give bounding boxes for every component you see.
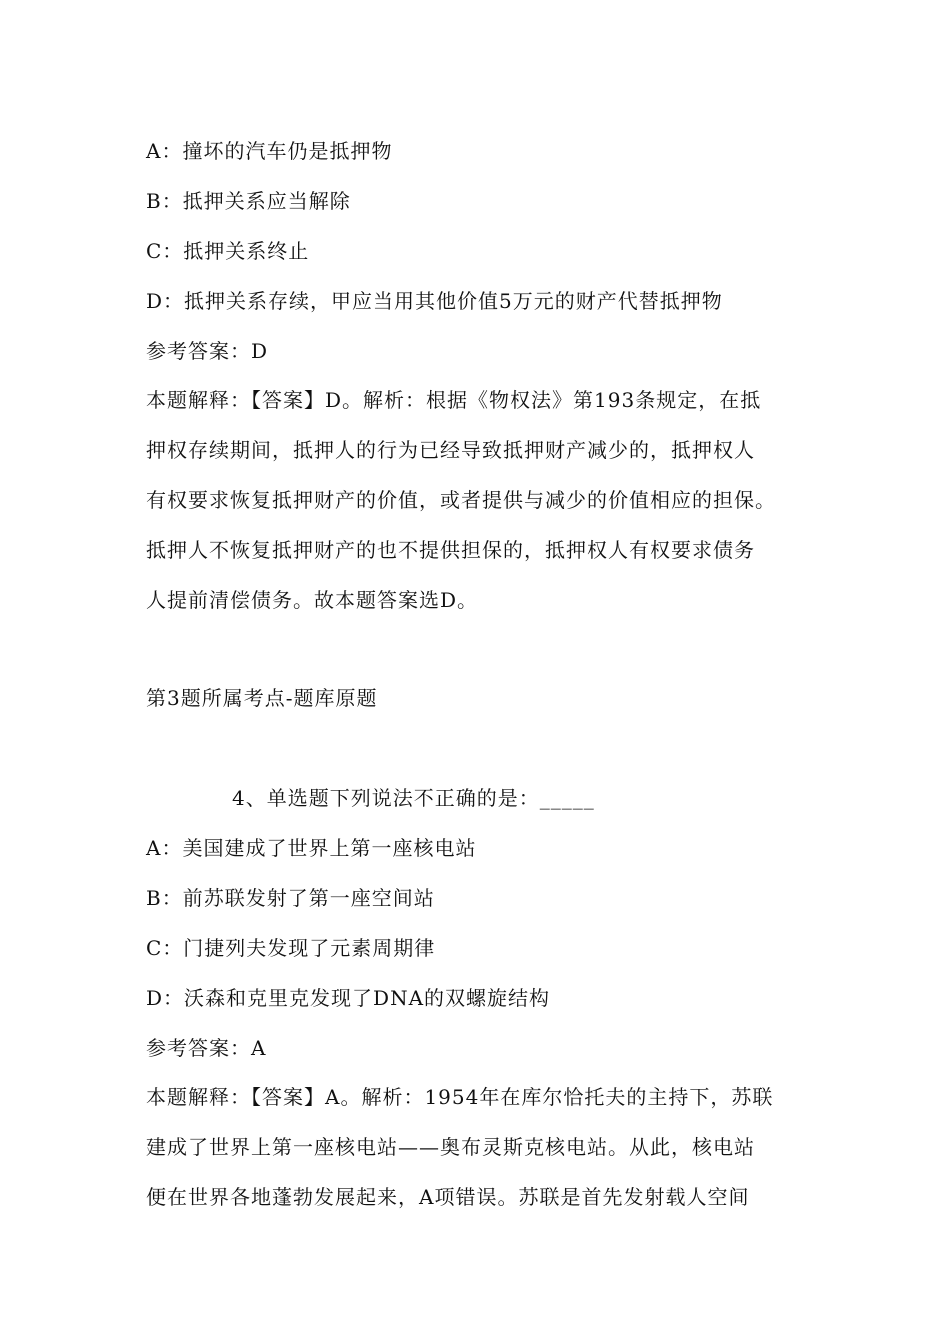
q3-option-d: D：抵押关系存续，甲应当用其他价值5万元的财产代替抵押物 — [146, 289, 723, 313]
q3-explanation-line: 抵押人不恢复抵押财产的也不提供担保的，抵押权人有权要求债务 — [146, 538, 755, 562]
q4-explanation-line: 建成了世界上第一座核电站——奥布灵斯克核电站。从此，核电站 — [146, 1135, 755, 1159]
q3-knowledge-point: 第3题所属考点-题库原题 — [146, 686, 378, 710]
q3-explanation-line: 人提前清偿债务。故本题答案选D。 — [146, 588, 479, 612]
q4-option-d: D：沃森和克里克发现了DNA的双螺旋结构 — [146, 986, 551, 1010]
q3-explanation-line: 有权要求恢复抵押财产的价值，或者提供与减少的价值相应的担保。 — [146, 488, 776, 512]
q3-option-b: B：抵押关系应当解除 — [146, 189, 351, 213]
q3-explanation-line: 本题解释：【答案】D。解析：根据《物权法》第193条规定，在抵 — [146, 388, 762, 412]
q3-option-c: C：抵押关系终止 — [146, 239, 310, 263]
q3-answer: 参考答案：D — [146, 339, 269, 363]
q3-option-a: A：撞坏的汽车仍是抵押物 — [146, 139, 393, 163]
q3-explanation-line: 押权存续期间，抵押人的行为已经导致抵押财产减少的，抵押权人 — [146, 438, 755, 462]
q4-explanation-line: 便在世界各地蓬勃发展起来，A项错误。苏联是首先发射载人空间 — [146, 1185, 750, 1209]
q4-option-c: C：门捷列夫发现了元素周期律 — [146, 936, 436, 960]
q4-option-a: A：美国建成了世界上第一座核电站 — [146, 836, 477, 860]
q4-question: 4、单选题下列说法不正确的是：_____ — [232, 786, 595, 810]
q4-explanation-line: 本题解释：【答案】A。解析：1954年在库尔恰托夫的主持下，苏联 — [146, 1085, 774, 1109]
q4-answer: 参考答案：A — [146, 1036, 267, 1060]
q4-option-b: B：前苏联发射了第一座空间站 — [146, 886, 435, 910]
